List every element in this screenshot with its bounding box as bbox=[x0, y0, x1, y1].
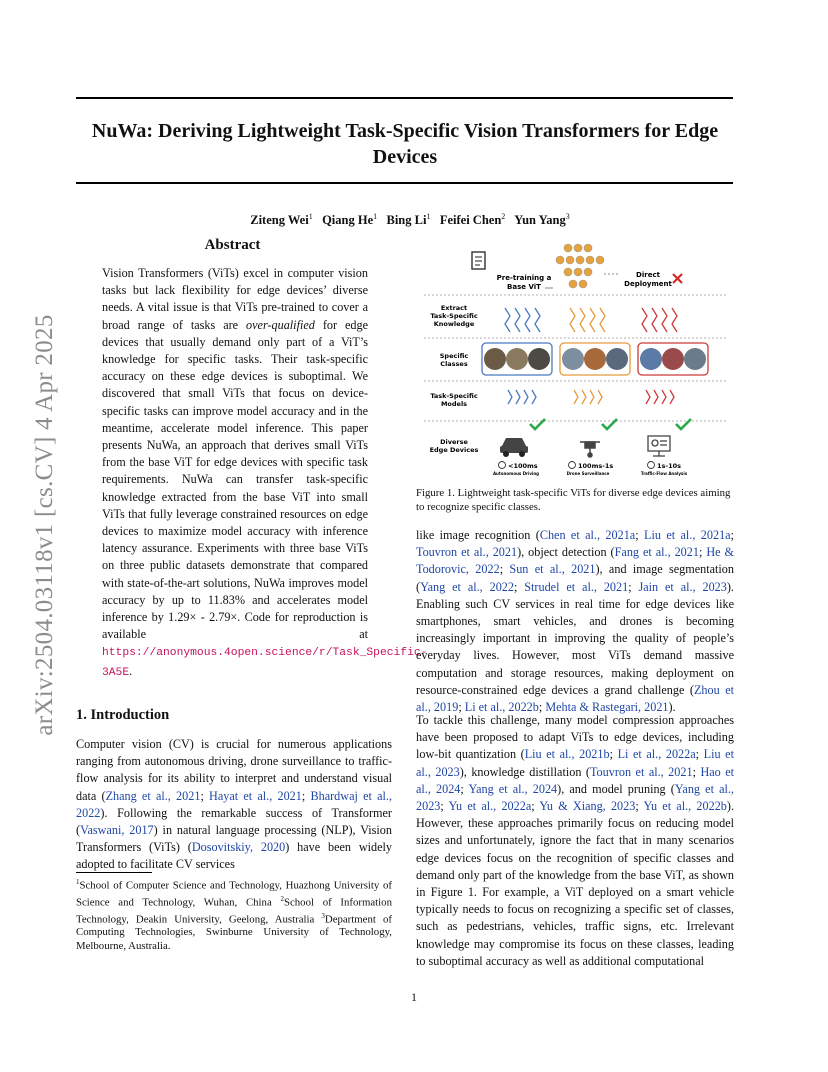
figure-1-diagram bbox=[420, 238, 730, 476]
body-text: like image recognition ( bbox=[416, 528, 540, 542]
citation-link[interactable]: Vaswani, 2017 bbox=[80, 823, 154, 838]
label-classes: Specific bbox=[439, 352, 469, 360]
citation-link[interactable]: Hao et al., 2024 bbox=[416, 764, 735, 796]
code-link[interactable]: https://anonymous.4open.science/r/Task_Specific-3A5E bbox=[102, 647, 428, 679]
body-text: ; bbox=[538, 700, 546, 715]
affiliation-footnote: $^1$School of Computer Science and Technology, Huazhong University of Science and Technology, Wuhan, China $^2$School of Information Technology, Deakin University, Geelong, Australia $^3$Department of Computing Technologies, Swinburne University of Technology, Melbourne, Australia. bbox=[76, 878, 392, 952]
label-classes: Classes bbox=[440, 360, 468, 368]
citation-link[interactable]: He & Todorovic, 2022 bbox=[416, 545, 734, 577]
intro-left-column bbox=[76, 736, 392, 874]
latency-label: 100ms-1s bbox=[578, 462, 614, 470]
class-image-groups bbox=[482, 343, 708, 375]
body-text: ), and image segmentation ( bbox=[416, 562, 734, 594]
label-pretrain: Base ViT bbox=[507, 283, 541, 291]
latency-label: <100ms bbox=[508, 462, 538, 470]
label-direct-deployment: Deployment bbox=[624, 280, 672, 288]
cross-icon bbox=[673, 274, 682, 283]
label-extract: Task-Specific bbox=[430, 312, 478, 320]
author: Feifei Chen bbox=[439, 213, 502, 228]
car-icon bbox=[500, 438, 528, 457]
latency-label: 1s-10s bbox=[657, 462, 682, 470]
body-text: ; bbox=[440, 799, 449, 814]
page-number: 1 bbox=[411, 990, 417, 1004]
body-text: ; bbox=[628, 579, 639, 594]
monitor-icon bbox=[648, 436, 670, 456]
section-heading-introduction: 1. Introduction bbox=[76, 707, 170, 723]
body-text: ; bbox=[460, 781, 469, 796]
abstract-heading: Abstract bbox=[204, 237, 261, 253]
citation-link[interactable]: Yu et al., 2022a bbox=[448, 799, 532, 814]
citation-link[interactable]: Hayat et al., 2021 bbox=[209, 788, 302, 803]
document-icon bbox=[472, 252, 485, 269]
figure-caption: Figure 1. Lightweight task-specific ViTs for diverse edge devices aiming to recognize specific classes. bbox=[416, 487, 731, 513]
label-extract: Knowledge bbox=[433, 320, 475, 328]
body-text: ; bbox=[301, 788, 311, 803]
application-label: Autonomous Driving bbox=[492, 471, 540, 476]
label-models: Models bbox=[440, 400, 468, 408]
body-text: ), object detection ( bbox=[517, 545, 615, 560]
abstract-body: Vision Transformers (ViTs) excel in computer vision tasks but lack flexibility for edge devices’ diverse needs. A vital issue is that ViTs pre-trained to cover a broad range of tasks are over-qualified for edge devices that usually demand only part of a ViT’s knowledge for specific tasks. Their task-specific accuracy on these edge devices is suboptimal. We discovered that small ViTs that focus on device-specific tasks can improve model accuracy and in the meantime, accelerate model inference. This paper presents NuWa, an approach that derives small ViTs from the base ViT for edge devices with specific task requirements. NuWa can transfer task-specific knowledge extracted from the base ViT into small ViTs that fully leverage constrained resources on edge devices to maximize model accuracy with inference latency assurance. Experiments with three base ViTs on three public datasets demonstrate that compared with state-of-the-art solutions, NuWa improves model accuracy by up to 11.83% and accelerates model inference by 1.29× - 2.79×. Code for reproduction is available at https://anonymous.4open.science/r/Task_Specific-3A5E. bbox=[102, 266, 428, 679]
author: Bing Li bbox=[386, 213, 427, 228]
body-text: ; bbox=[531, 799, 540, 814]
body-text: ). bbox=[668, 700, 676, 715]
task-specific-models bbox=[508, 390, 674, 404]
application-label: Traffic-Flow Analysis bbox=[640, 471, 688, 476]
body-text: ; bbox=[695, 747, 704, 762]
application-label: Drone Surveillance bbox=[566, 471, 610, 476]
citation-link[interactable]: Bhardwaj et al., 2022 bbox=[76, 788, 392, 820]
label-devices: Diverse bbox=[440, 438, 468, 446]
citation-link[interactable]: Fang et al., 2021 bbox=[614, 545, 699, 560]
top-rule-thin bbox=[76, 182, 733, 184]
citation-link[interactable]: Liu et al., 2021b bbox=[524, 747, 610, 762]
citation-link[interactable]: Yu et al., 2022b bbox=[643, 799, 727, 814]
body-text: ). Following the remarkable success of Transformer ( bbox=[76, 805, 392, 838]
knowledge-networks bbox=[505, 308, 677, 332]
body-text: ; bbox=[458, 700, 465, 715]
drone-icon bbox=[580, 442, 600, 457]
body-text: ; bbox=[730, 528, 734, 542]
citation-link[interactable]: Li et al., 2022a bbox=[617, 747, 696, 762]
arxiv-stamp: arXiv:2504.03118v1 [cs.CV] 4 Apr 2025 bbox=[31, 314, 58, 736]
citation-link[interactable]: Zhou et al., 2019 bbox=[416, 682, 734, 715]
citation-link[interactable]: Touvron et al., 2021 bbox=[416, 545, 518, 560]
body-text: ; bbox=[635, 799, 644, 814]
citation-link[interactable]: Chen et al., 2021a bbox=[539, 528, 636, 542]
body-text: ; bbox=[200, 788, 210, 803]
body-text: ). However, these approaches primarily focus on reducing model sizes and unfortunately, ignore the fact that in many scenarios edge devices focus on the recognition of specific classes and demand only part of the knowledge from the base ViT, as shown in Figure 1. For example, a ViT deployed on a smart vehicle typically needs to focus on recognizing a specific set of classes, such as pedestrians, vehicles, traffic signs, etc. Irrelevant knowledge may compromise its focus on these classes, leading to suboptimal accuracy as well as additional computational bbox=[416, 799, 735, 968]
body-text: Computer vision (CV) is crucial for numerous applications ranging from autonomous driving, drone surveillance to traffic-flow analysis for its ability to interpret and understand visual data ( bbox=[76, 737, 392, 803]
citation-link[interactable]: Li et al., 2022b bbox=[464, 700, 539, 715]
body-text: ; bbox=[499, 562, 510, 577]
author: Yun Yang bbox=[514, 213, 566, 228]
citation-link[interactable]: Yu & Xiang, 2023 bbox=[539, 799, 636, 814]
citation-link[interactable]: Strudel et al., 2021 bbox=[524, 579, 629, 594]
body-text: ) have been widely adopted to facilitate CV services bbox=[76, 840, 392, 872]
footnote-rule bbox=[76, 872, 152, 873]
body-text: ; bbox=[635, 528, 644, 542]
citation-link[interactable]: Yang et al., 2024 bbox=[468, 781, 558, 796]
citation-link[interactable]: Jain et al., 2023 bbox=[638, 579, 727, 594]
label-pretrain: Pre-training a bbox=[496, 274, 552, 282]
top-rule-thick bbox=[76, 97, 733, 99]
body-text: ; bbox=[692, 764, 701, 779]
label-extract: Extract bbox=[440, 304, 468, 312]
citation-link[interactable]: Dosovitskiy, 2020 bbox=[191, 840, 286, 855]
label-direct-deployment: Direct bbox=[636, 271, 660, 279]
citation-link[interactable]: Yang et al., 2022 bbox=[420, 579, 514, 594]
body-text: To tackle this challenge, many model compression approaches have been proposed to adapt ViTs to edge devices, including low-bit quantization ( bbox=[416, 713, 734, 762]
check-icon bbox=[530, 419, 691, 429]
intro-right-column-p1 bbox=[416, 527, 734, 716]
citation-link[interactable]: Sun et al., 2021 bbox=[509, 562, 596, 577]
base-vit-network-icon bbox=[556, 244, 604, 288]
body-text: ; bbox=[513, 579, 525, 594]
citation-link[interactable]: Liu et al., 2021a bbox=[644, 528, 731, 542]
author: Ziteng Wei bbox=[250, 213, 309, 228]
body-text: ; bbox=[609, 747, 618, 762]
label-devices: Edge Devices bbox=[429, 446, 479, 454]
body-text: ) in natural language processing (NLP), Vision Transformers (ViTs) ( bbox=[76, 823, 392, 855]
intro-right-column-p2 bbox=[416, 712, 734, 970]
body-text: ), and model pruning ( bbox=[557, 781, 675, 796]
body-text: ; bbox=[698, 545, 707, 560]
citation-link[interactable]: Mehta & Rastegari, 2021 bbox=[545, 700, 669, 715]
body-text: ), knowledge distillation ( bbox=[459, 764, 590, 779]
author: Qiang He bbox=[322, 213, 374, 228]
citation-link[interactable]: Yang et al., 2023 bbox=[416, 781, 734, 814]
paper-title: NuWa: Deriving Lightweight Task-Specific Vision Transformers for Edge Devices bbox=[91, 120, 719, 168]
citation-link[interactable]: Touvron et al., 2021 bbox=[589, 764, 693, 779]
citation-link[interactable]: Liu et al., 2023 bbox=[416, 747, 734, 779]
author-list: Ziteng Wei$^1$ Qiang He$^1$ Bing Li$^1$ Feifei Chen$^2$ Yun Yang$^3$ bbox=[250, 212, 570, 228]
citation-link[interactable]: Zhang et al., 2021 bbox=[105, 788, 201, 803]
body-text: ). Enabling such CV services in real time for edge devices like smartphones, smart vehicles, and drones is becoming increasingly important in improving the quality of people’s everyday lives. However, most ViTs demand massive computation and storage resources, making deployment on resource-constrained edge devices a grand challenge ( bbox=[416, 579, 734, 697]
label-models: Task-Specific bbox=[430, 392, 478, 400]
